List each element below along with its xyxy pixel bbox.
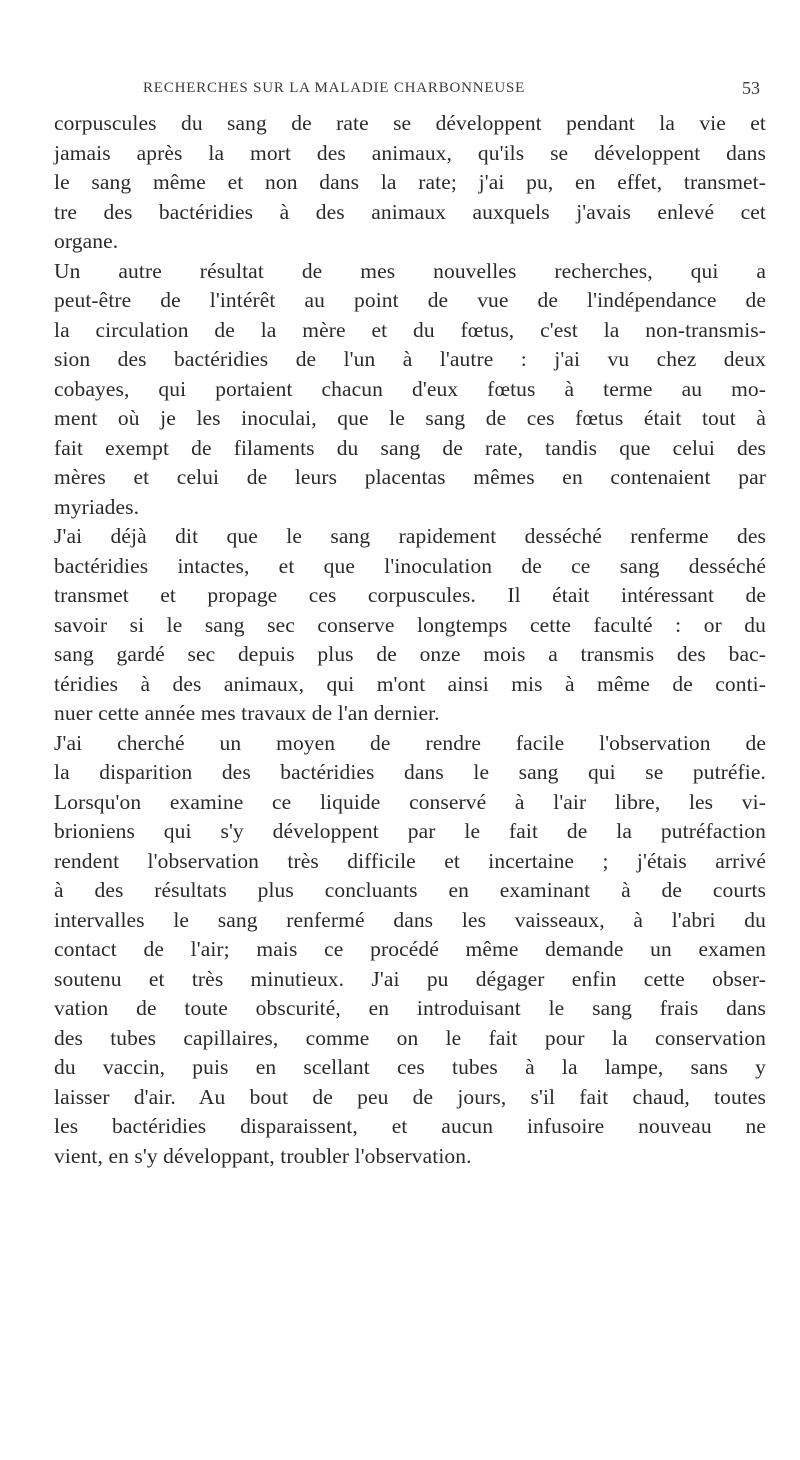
text-line: le sang même et non dans la rate; j'ai pu, en effet, transmet- (54, 170, 766, 194)
text-line: les bactéridies disparaissent, et aucun infusoire nouveau ne (54, 1114, 766, 1138)
text-line: laisser d'air. Au bout de peu de jours, s'il fait chaud, toutes (54, 1084, 766, 1109)
text-line: nuer cette année mes travaux de l'an dernier. (54, 701, 440, 725)
text-line: du vaccin, puis en scellant ces tubes à la lampe, sans y (54, 1055, 766, 1079)
text-line: transmet et propage ces corpuscules. Il était intéressant de (54, 583, 766, 607)
text-line: savoir si le sang sec conserve longtemps cette faculté : or du (54, 612, 766, 637)
text-line: sion des bactéridies de l'un à l'autre : j'ai vu chez deux (54, 347, 766, 371)
text-line: Un autre résultat de mes nouvelles recherches, qui a (54, 258, 766, 283)
body-text (54, 109, 766, 1171)
text-line: cobayes, qui portaient chacun d'eux fœtus à terme au mo- (54, 376, 766, 401)
text-line: vient, en s'y développant, troubler l'observation. (54, 1143, 472, 1168)
text-line: jamais après la mort des animaux, qu'ils se développent dans (54, 140, 766, 165)
text-line: ment où je les inoculai, que le sang de ces fœtus était tout à (54, 406, 766, 430)
page-number: 53 (742, 78, 760, 98)
text-line: J'ai cherché un moyen de rendre facile l'observation de (54, 730, 766, 755)
text-line: des tubes capillaires, comme on le fait pour la conservation (54, 1025, 766, 1050)
running-title: RECHERCHES SUR LA MALADIE CHARBONNEUSE (143, 80, 526, 96)
text-line: tre des bactéridies à des animaux auxquels j'avais enlevé cet (54, 199, 766, 224)
text-line: la disparition des bactéridies dans le sang qui se putréfie. (54, 760, 766, 784)
text-line: téridies à des animaux, qui m'ont ainsi mis à même de conti- (54, 671, 766, 696)
text-line: organe. (54, 229, 119, 253)
text-line: Lorsqu'on examine ce liquide conservé à l'air libre, les vi- (54, 789, 766, 814)
text-line: peut-être de l'intérêt au point de vue de l'indépendance de (54, 288, 766, 312)
text-line: rendent l'observation très difficile et incertaine ; j'étais arrivé (54, 848, 766, 873)
text-line: myriades. (54, 494, 140, 519)
text-line: vation de toute obscurité, en introduisant le sang frais dans (54, 996, 766, 1020)
text-line: intervalles le sang renfermé dans les vaisseaux, à l'abri du (54, 907, 766, 932)
text-line: mères et celui de leurs placentas mêmes en contenaient par (54, 465, 766, 489)
text-line: contact de l'air; mais ce procédé même demande un examen (54, 937, 766, 961)
text-line: soutenu et très minutieux. J'ai pu dégager enfin cette obser- (54, 966, 766, 991)
text-line: fait exempt de filaments du sang de rate, tandis que celui des (54, 435, 766, 460)
text-line: bactéridies intactes, et que l'inoculation de ce sang desséché (54, 553, 766, 578)
text-line: corpuscules du sang de rate se développent pendant la vie et (54, 111, 766, 135)
text-line: la circulation de la mère et du fœtus, c'est la non-transmis- (54, 317, 766, 342)
text-line: J'ai déjà dit que le sang rapidement desséché renferme des (54, 524, 766, 548)
text-line: à des résultats plus concluants en examinant à de courts (54, 878, 766, 902)
text-line: brioniens qui s'y développent par le fait de la putréfaction (54, 819, 766, 843)
text-line: sang gardé sec depuis plus de onze mois a transmis des bac- (54, 642, 766, 666)
